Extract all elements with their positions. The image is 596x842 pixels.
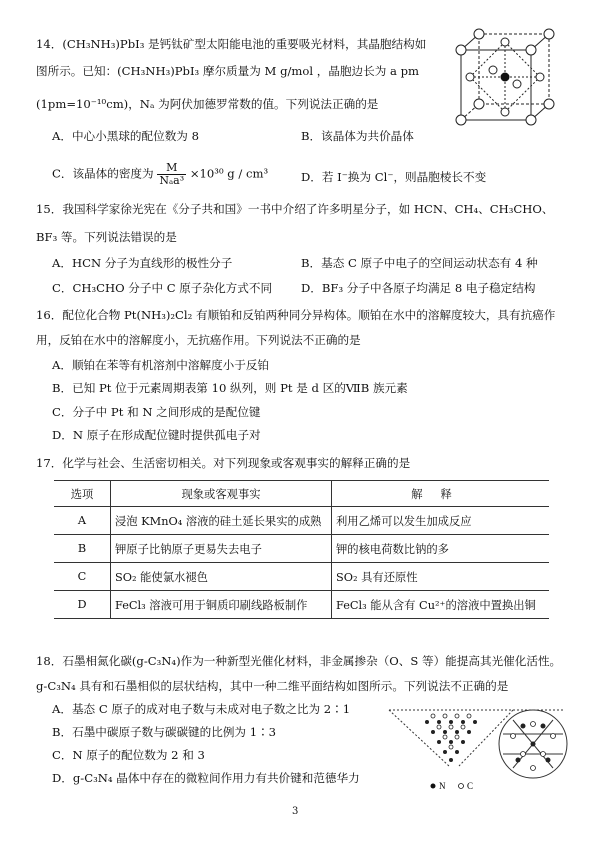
row-c-explanation: SO₂ 具有还原性 — [332, 563, 550, 591]
q15-option-b: B．基态 C 原子中电子的空间运动状态有 4 种 — [301, 256, 538, 270]
table-row — [54, 563, 549, 591]
q15-stem-line2: BF₃ 等。下列说法错误的是 — [36, 230, 177, 244]
q18-option-b: B．石墨中碳原子数与碳碳键的比例为 1∶3 — [52, 725, 277, 739]
density-fraction — [157, 162, 186, 187]
q14-stem-line1: 14．(CH₃NH₃)PbI₃ 是钙钛矿型太阳能电池的重要吸光材料，其晶胞结构如 — [36, 37, 427, 51]
density-denominator: Nₐa³ — [159, 174, 185, 187]
row-a-option: A — [54, 507, 111, 535]
q16-stem-line2: 用，反铂在水中的溶解度小，无抗癌作用。下列说法不正确的是 — [36, 333, 361, 347]
table-header-row — [54, 481, 549, 507]
header-option: 选项 — [54, 481, 111, 507]
q18-option-c: C．N 原子的配位数为 2 和 3 — [52, 748, 205, 762]
row-d-explanation: FeCl₃ 能从含有 Cu²⁺的溶液中置换出铜 — [332, 591, 550, 619]
row-c-option: C — [54, 563, 111, 591]
q16-option-b: B．已知 Pt 位于元素周期表第 10 纵列，则 Pt 是 d 区的ⅦB 族元素 — [52, 381, 408, 395]
table-row — [54, 535, 549, 563]
q17-stem: 17．化学与社会、生活密切相关。对下列现象或客观事实的解释正确的是 — [36, 456, 411, 470]
q15-option-d: D．BF₃ 分子中各原子均满足 8 电子稳定结构 — [301, 281, 536, 295]
perovskite-unit-cell-figure — [447, 28, 559, 134]
q14-option-c-suffix: ×10³⁰ g / cm³ — [189, 166, 269, 181]
q14-stem-line3: (1pm=10⁻¹⁰cm)，Nₐ 为阿伏加德罗常数的值。下列说法正确的是 — [36, 97, 379, 111]
q16-option-d: D．N 原子在形成配位键时提供孤电子对 — [52, 428, 261, 442]
q18-option-d: D．g-C₃N₄ 晶体中存在的微粒间作用力有共价键和范德华力 — [52, 771, 360, 785]
g-c3n4-structure-figure — [383, 696, 571, 796]
q14-option-c — [52, 162, 268, 187]
row-a-explanation: 利用乙烯可以发生加成反应 — [332, 507, 550, 535]
q15-option-a: A．HCN 分子为直线形的极性分子 — [52, 256, 233, 270]
n-legend-label: N — [439, 781, 446, 791]
q14-option-d: D．若 I⁻换为 Cl⁻，则晶胞棱长不变 — [301, 170, 487, 184]
row-d-option: D — [54, 591, 111, 619]
c-legend-label: C — [467, 781, 474, 791]
row-b-explanation: 钾的核电荷数比钠的多 — [332, 535, 550, 563]
q17-table — [54, 480, 549, 619]
n-legend-dot — [431, 784, 436, 789]
row-b-option: B — [54, 535, 111, 563]
row-b-phenomenon: 钾原子比钠原子更易失去电子 — [111, 535, 332, 563]
q14-option-a: A．中心小黑球的配位数为 8 — [52, 129, 199, 143]
q18-stem-line2: g-C₃N₄ 具有和石墨相似的层状结构，其中一种二维平面结构如图所示。下列说法不正确的是 — [36, 679, 509, 693]
row-c-phenomenon: SO₂ 能使氯水褪色 — [111, 563, 332, 591]
q18-option-a: A．基态 C 原子的成对电子数与未成对电子数之比为 2∶1 — [52, 702, 351, 716]
density-numerator: M — [157, 162, 186, 175]
q14-stem-line2: 图所示。已知：(CH₃NH₃)PbI₃ 摩尔质量为 M g/mol ，晶胞边长为 a pm — [36, 64, 420, 78]
page-number: 3 — [292, 806, 299, 817]
header-phenomenon: 现象或客观事实 — [111, 481, 332, 507]
q16-option-a: A．顺铂在苯等有机溶剂中溶解度小于反铂 — [52, 358, 270, 372]
q14-option-b: B．该晶体为共价晶体 — [301, 129, 414, 143]
header-explanation: 解释 — [332, 481, 550, 507]
table-row — [54, 591, 549, 619]
c-legend-dot — [459, 784, 464, 789]
q14-option-c-prefix: C．该晶体的密度为 — [52, 166, 154, 181]
q16-option-c: C．分子中 Pt 和 N 之间形成的是配位键 — [52, 405, 261, 419]
q16-stem-line1: 16．配位化合物 Pt(NH₃)₂Cl₂ 有顺铂和反铂两种同分异构体。顺铂在水中的溶解度较大，具有抗癌作 — [36, 308, 556, 322]
q15-option-c: C．CH₃CHO 分子中 C 原子杂化方式不同 — [52, 281, 273, 295]
table-row — [54, 507, 549, 535]
row-d-phenomenon: FeCl₃ 溶液可用于铜质印刷线路板制作 — [111, 591, 332, 619]
q15-stem-line1: 15．我国科学家徐光宪在《分子共和国》一书中介绍了许多明星分子，如 HCN、CH₄、CH₃CHO、 — [36, 202, 554, 216]
q18-stem-line1: 18．石墨相氮化碳(g-C₃N₄)作为一种新型光催化材料，非金属掺杂（O、S 等）能提高其光催化活性。 — [36, 654, 562, 668]
row-a-phenomenon: 浸泡 KMnO₄ 溶液的硅土延长果实的成熟 — [111, 507, 332, 535]
